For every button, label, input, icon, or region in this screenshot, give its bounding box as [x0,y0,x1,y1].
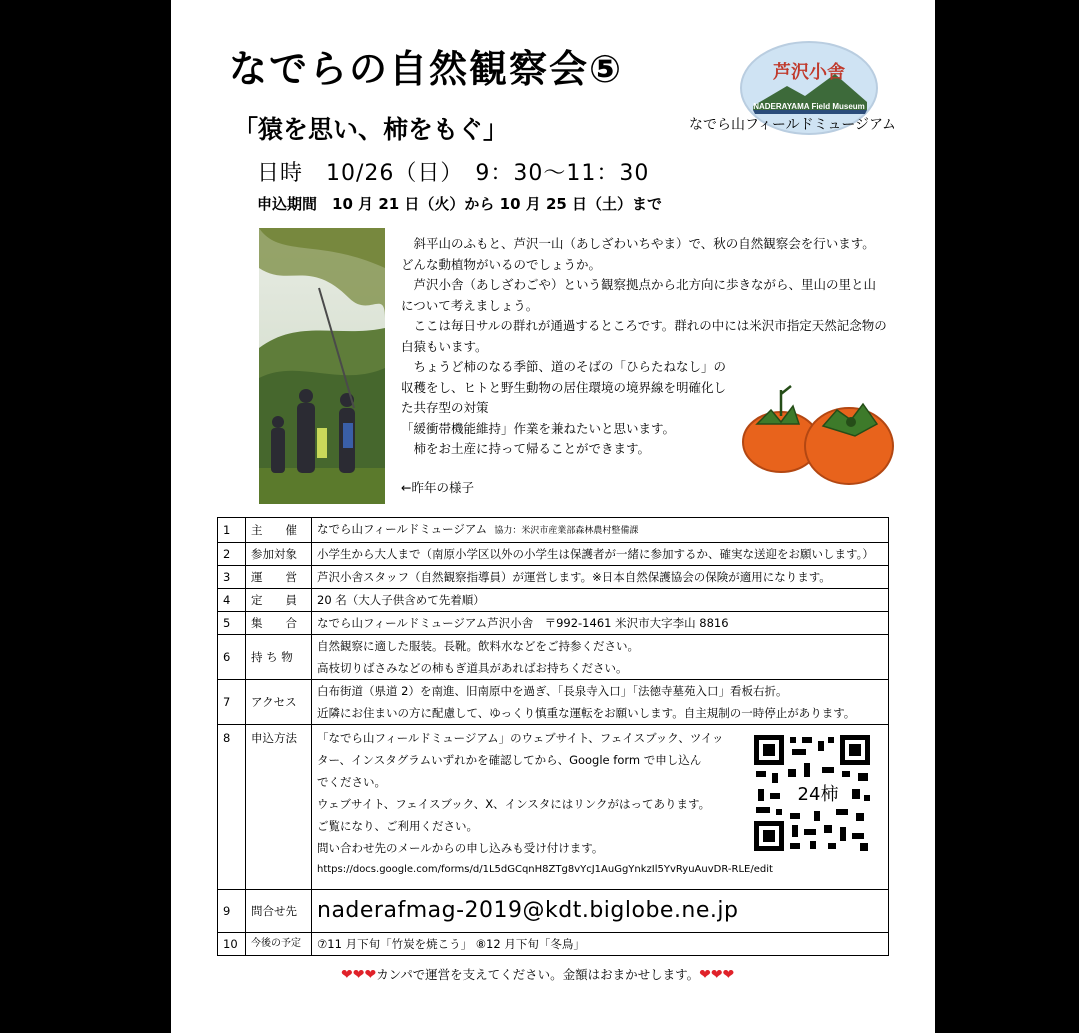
row-value [312,725,889,890]
row-label: 問合せ先 [246,890,312,933]
description-paragraph: 「緩衝帯機能維持」作業を兼ねたいと思います。 [401,420,676,436]
row-number: 6 [218,635,246,680]
photo-caption: ←昨年の様子 [401,479,474,495]
row-number: 3 [218,566,246,589]
qr-code[interactable] [752,733,872,853]
access-line: 白布街道（県道 2）を南進、旧南原中を過ぎ、「長泉寺入口」「法徳寺墓苑入口」看板右折。 [317,684,788,698]
row-value: ⑦11 月下旬「竹炭を焼こう」 ⑧12 月下旬「冬鳥」 [312,933,889,956]
row-label: 申込方法 [246,725,312,890]
table-row [218,543,889,566]
description-paragraph: 斜平山のふもと、芦沢一山（あしざわいちやま）で、秋の自然観察会を行います。どんな動植物がいるのでしょうか。 [401,236,875,272]
row-value [312,680,889,725]
row-number: 8 [218,725,246,890]
apply-line: ご覧になり、ご利用ください。 [317,819,478,833]
access-line: 近隣にお住まいの方に配慮して、ゆっくり慎重な運転をお願いします。自主規制の一時停止があります。 [317,706,856,720]
items-line: 高枝切りばさみなどの柿もぎ道具があればお持ちください。 [317,661,628,675]
description-paragraph: ちょうど柿のなる季節、道のそばの「ひらたねなし」の収穫をし、ヒトと野生動物の居住環境の境界線を明確化した共存型の対策 [401,359,727,415]
logo-caption: なでら山フィールドミュージアム [689,117,897,133]
items-line: 自然観察に適した服装。長靴。飲料水などをご持参ください。 [317,639,639,653]
row-number: 4 [218,589,246,612]
row-label: 運 営 [246,566,312,589]
apply-line: ター、インスタグラムいずれかを確認してから、Google form で申し込ん [317,753,702,767]
row-value: 20 名（大人子供含めて先着順） [312,589,889,612]
heart-icon: ❤❤❤ [699,967,735,983]
organizer-name: なでら山フィールドミュージアム [317,522,488,536]
cooperation-note: 協力：米沢市産業部森林農村整備課 [494,526,639,536]
row-label: 持 ち 物 [246,635,312,680]
row-label: 今後の予定 [246,933,312,956]
row-value: 芦沢小舎スタッフ（自然観察指導員）が運営します。※日本自然保護協会の保険が適用になります。 [312,566,889,589]
apply-line: ウェブサイト、フェイスブック、X、インスタにはリンクがはってあります。 [317,797,711,811]
table-row [218,612,889,635]
table-row [218,680,889,725]
donation-text: カンパで運営を支えてください。金額はおまかせします。 [376,967,700,982]
application-period: 申込期間 10 月 21 日（火）から 10 月 25 日（土）まで [257,195,663,213]
row-number: 2 [218,543,246,566]
event-info-table [217,517,889,956]
row-label: 主 催 [246,518,312,543]
table-row [218,566,889,589]
last-year-photo [259,228,385,504]
heart-icon: ❤❤❤ [341,967,377,983]
table-row [218,635,889,680]
row-value: 小学生から大人まで（南原小学区以外の小学生は保護者が一緒に参加するか、確実な送迎をお願いします。） [312,543,889,566]
apply-line: でください。 [317,775,386,789]
table-row [218,933,889,956]
qr-label: 24柿 [797,784,839,805]
row-label: 集 合 [246,612,312,635]
row-number: 1 [218,518,246,543]
row-number: 5 [218,612,246,635]
description-paragraph: ここは毎日サルの群れが通過するところです。群れの中には米沢市指定天然記念物の白猿もいます。 [401,318,887,354]
row-number: 7 [218,680,246,725]
apply-line: 問い合わせ先のメールからの申し込みも受け付けます。 [317,841,604,855]
event-title: なでらの自然観察会⑤ [229,47,624,91]
table-row [218,518,889,543]
contact-email[interactable]: naderafmag-2019@kdt.biglobe.ne.jp [312,890,889,933]
row-label: アクセス [246,680,312,725]
google-form-link[interactable]: https://docs.google.com/forms/d/1L5dGCqnH8ZTg8vYcJ1AuGgYnkzIl5YvRyuAuvDR-RLE/edit [317,864,773,875]
row-number: 10 [218,933,246,956]
flyer-page [171,0,935,1033]
row-value [312,518,889,543]
donation-note [341,965,734,983]
table-row [218,725,889,890]
row-label: 定 員 [246,589,312,612]
table-row [218,890,889,933]
event-subtitle: 「猿を思い、柿をもぐ」 [233,115,509,144]
logo-brand: NADERAYAMA Field Museum [753,102,865,111]
row-number: 9 [218,890,246,933]
persimmon-illustration [737,380,897,492]
row-label: 参加対象 [246,543,312,566]
row-value [312,635,889,680]
description-paragraph: 柿をお土産に持って帰ることができます。 [413,441,651,456]
table-row [218,589,889,612]
description-paragraph: 芦沢小舎（あしざわごや）という観察拠点から北方向に歩きながら、里山の里と山について考えましょう。 [401,277,877,313]
event-datetime: 日時 10/26（日） 9：30～11：30 [257,161,650,186]
apply-line: 「なでら山フィールドミュージアム」のウェブサイト、フェイスブック、ツイッ [317,731,724,745]
row-value: なでら山フィールドミュージアム芦沢小舎 〒992-1461 米沢市大字李山 8816 [312,612,889,635]
logo-text: 芦沢小舎 [773,62,845,83]
